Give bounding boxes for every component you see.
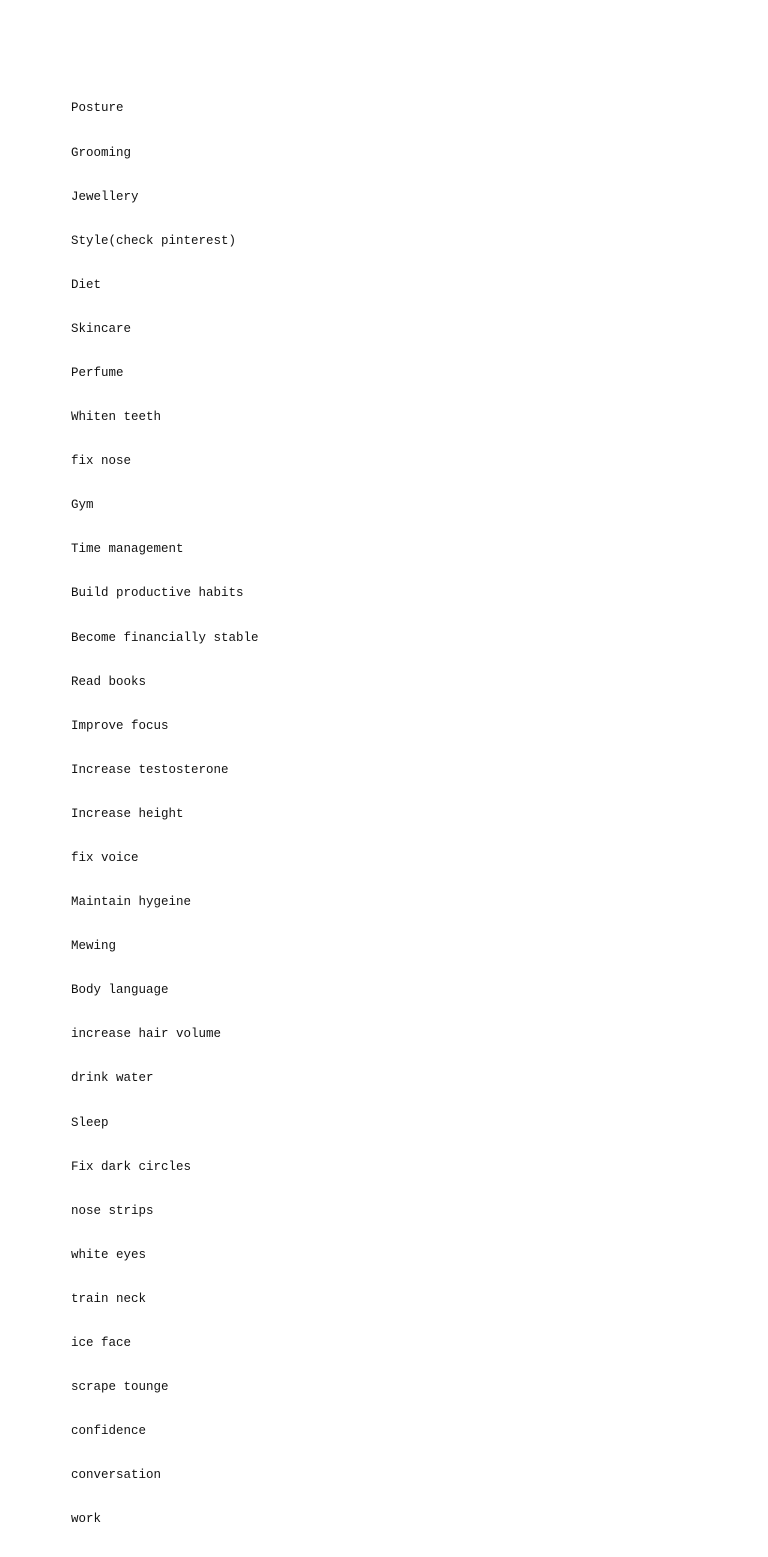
list-item: conversation [71,1468,162,1483]
list-item: work [71,1512,102,1527]
list-item: Diet [71,277,102,292]
list-item: Increase testosterone [71,762,229,777]
list-item: confidence [71,1424,147,1439]
list-item: Grooming [71,145,132,160]
list-item: Body language [71,983,169,998]
list-item: drink water [71,1071,154,1086]
list-item: Read books [71,674,147,689]
list-item: increase hair volume [71,1027,222,1042]
text-list [71,72,259,1557]
list-item: Style(check pinterest) [71,233,237,248]
list-item: Time management [71,542,184,557]
list-item: ice face [71,1336,132,1351]
list-item: Fix dark circles [71,1159,192,1174]
list-item: Improve focus [71,718,169,733]
list-item: scrape tounge [71,1380,169,1395]
list-item: Build productive habits [71,586,244,601]
list-item: white eyes [71,1247,147,1262]
list-item: Jewellery [71,189,139,204]
list-item: Posture [71,101,124,116]
list-item: Gym [71,498,94,513]
list-item: Mewing [71,939,117,954]
list-item: Maintain hygeine [71,895,192,910]
list-item: Skincare [71,321,132,336]
list-item: train neck [71,1291,147,1306]
list-item: Sleep [71,1115,109,1130]
list-item: Perfume [71,365,124,380]
list-item: fix nose [71,454,132,469]
list-item: fix voice [71,851,139,865]
list-item: nose strips [71,1203,154,1218]
list-item: Whiten teeth [71,410,162,425]
list-item: Increase height [71,806,184,821]
list-item: Become financially stable [71,630,259,645]
